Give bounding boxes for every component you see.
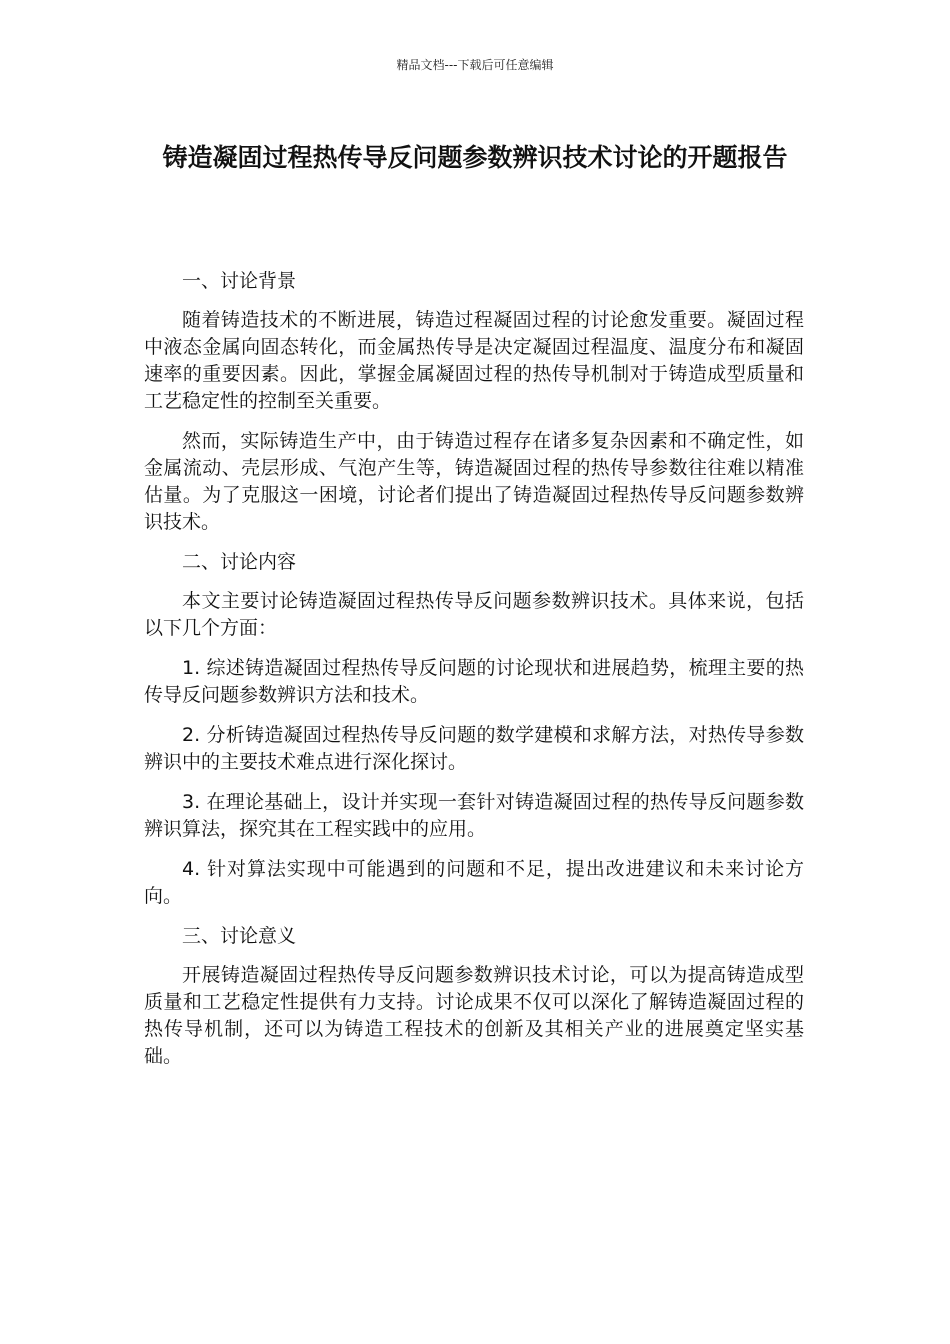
list-item: 2. 分析铸造凝固过程热传导反问题的数学建模和求解方法，对热传导参数辨识中的主要技术难点进行深化探讨。	[144, 724, 804, 773]
document-body	[144, 268, 804, 1083]
section-heading-content: 二、讨论内容	[182, 551, 297, 573]
body-paragraph: 然而，实际铸造生产中，由于铸造过程存在诸多复杂因素和不确定性，如金属流动、壳层形成、气泡产生等，铸造凝固过程的热传导参数往往难以精准估量。为了克服这一困境，讨论者们提出了铸造凝固过程热传导反问题参数辨识技术。	[144, 430, 804, 533]
document-title: 铸造凝固过程热传导反问题参数辨识技术讨论的开题报告	[162, 143, 788, 172]
page-header-note: 精品文档---下载后可任意编辑	[396, 58, 554, 72]
body-paragraph: 本文主要讨论铸造凝固过程热传导反问题参数辨识技术。具体来说，包括以下几个方面：	[144, 590, 804, 639]
list-item: 4. 针对算法实现中可能遇到的问题和不足，提出改进建议和未来讨论方向。	[144, 858, 804, 907]
list-item: 1. 综述铸造凝固过程热传导反问题的讨论现状和进展趋势，梳理主要的热传导反问题参数辨识方法和技术。	[144, 657, 804, 706]
body-paragraph: 开展铸造凝固过程热传导反问题参数辨识技术讨论，可以为提高铸造成型质量和工艺稳定性提供有力支持。讨论成果不仅可以深化了解铸造凝固过程的热传导机制，还可以为铸造工程技术的创新及其相关产业的进展奠定坚实基础。	[144, 964, 804, 1067]
body-paragraph: 随着铸造技术的不断进展，铸造过程凝固过程的讨论愈发重要。凝固过程中液态金属向固态转化，而金属热传导是决定凝固过程温度、温度分布和凝固速率的重要因素。因此，掌握金属凝固过程的热传导机制对于铸造成型质量和工艺稳定性的控制至关重要。	[144, 309, 804, 412]
section-heading-background: 一、讨论背景	[182, 270, 297, 292]
section-heading-significance: 三、讨论意义	[182, 925, 297, 947]
list-item: 3. 在理论基础上，设计并实现一套针对铸造凝固过程的热传导反问题参数辨识算法，探究其在工程实践中的应用。	[144, 791, 804, 840]
